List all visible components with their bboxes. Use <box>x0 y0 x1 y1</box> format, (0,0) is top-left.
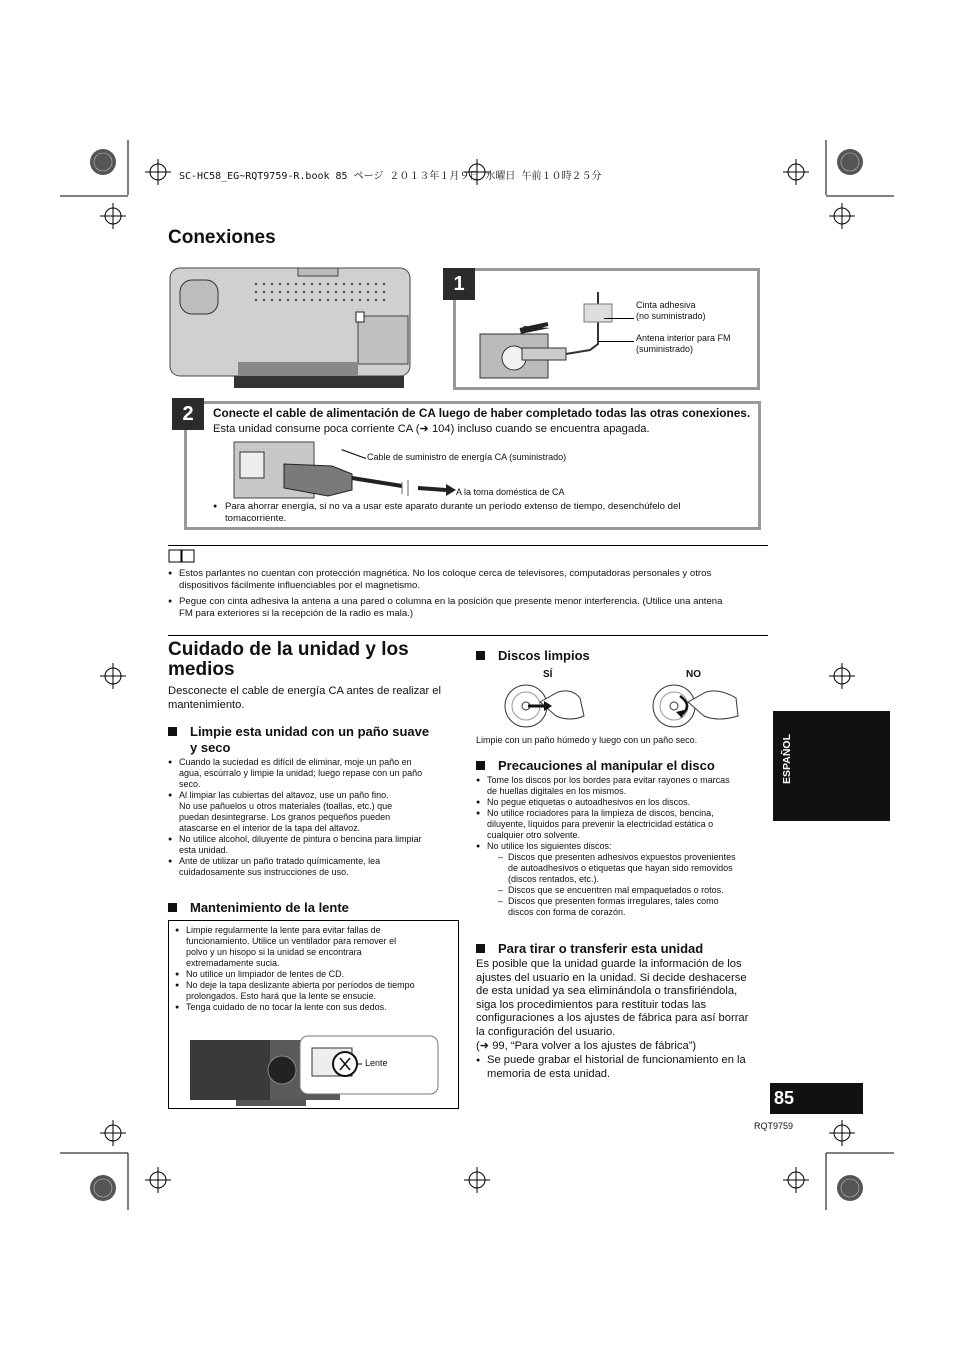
disc-cleaning-illustration <box>500 682 745 730</box>
bullet-square-icon <box>168 727 177 736</box>
transferir-heading-text: Para tirar o transferir esta unidad <box>498 941 704 956</box>
unit-rear-illustration <box>168 266 418 392</box>
precauciones-item: ● No utilice rociadores para la limpieza de discos, bencina, diluyente, líquidos para prevenir la electricidad estática o cualquier otro solvente. <box>476 808 768 841</box>
discos-no-item: – Discos que presenten formas irregulares, tales como discos con forma de corazón. <box>498 896 768 918</box>
limpie-item: ● Ante de utilizar un paño tratado químicamente, lea cuidadosamente sus instrucciones de uso. <box>168 856 463 878</box>
step1-badge: 1 <box>443 268 475 300</box>
label-tape: Cinta adhesiva (no suministrado) <box>636 300 706 321</box>
book-note-icon <box>168 549 196 563</box>
transferir-heading <box>476 941 703 956</box>
lente-item: ● No deje la tapa deslizante abierta por períodos de tiempo prolongados. Esto hará que la lente se ensucie. <box>175 980 457 1002</box>
notes-list <box>168 568 768 620</box>
label-outlet: A la toma doméstica de CA <box>456 487 565 497</box>
limpie-item: ● Al limpiar las cubiertas del altavoz, use un paño fino. No use pañuelos u otros materiales (toallas, etc.) que puedan desintegrarse. Los granos pequeños pueden atascarse en el interior de la tapa del altavoz. <box>168 790 463 834</box>
lente-item: ● Tenga cuidado de no tocar la lente con sus dedos. <box>175 1002 457 1013</box>
precauciones-item: ● No utilice los siguientes discos: <box>476 841 768 852</box>
limpie-heading-text: Limpie esta unidad con un paño suave y seco <box>190 724 430 755</box>
leader-line-tape <box>604 318 634 319</box>
power-cable-illustration <box>232 440 472 500</box>
leader-line-antenna <box>598 341 634 342</box>
antenna-connection-illustration <box>460 284 620 384</box>
label-no: NO <box>686 669 701 680</box>
discos-heading-text: Discos limpios <box>498 648 590 663</box>
limpie-item: ● No utilice alcohol, diluyente de pintura o bencina para limpiar esta unidad. <box>168 834 463 856</box>
limpie-list <box>168 757 463 878</box>
note-item: ● Pegue con cinta adhesiva la antena a una pared o columna en la posición que presente menor interferencia. (Utilice una antena FM para exteriores si la recepción de la radio es mala.) <box>168 596 768 620</box>
limpie-heading <box>168 724 429 756</box>
label-antenna: Antena interior para FM (suministrado) <box>636 333 731 354</box>
precauciones-list <box>476 775 768 918</box>
section-title-conexiones: Conexiones <box>168 227 276 248</box>
lens-label: Lente <box>365 1058 388 1068</box>
lente-list <box>175 925 457 1013</box>
lente-item: ● No utilice un limpiador de lentes de CD. <box>175 969 457 980</box>
transferir-bullet <box>476 1054 768 1081</box>
precauciones-heading <box>476 758 715 773</box>
section-title-cuidado: Cuidado de la unidad y los medios <box>168 639 409 680</box>
limpie-item: ● Cuando la suciedad es difícil de eliminar, moje un paño en agua, escúrralo y limpie la unidad; luego repase con un paño seco. <box>168 757 463 790</box>
precauciones-heading-text: Precauciones al manipular el disco <box>498 758 715 773</box>
discos-no-item: – Discos que se encuentren mal empaquetados o rotos. <box>498 885 768 896</box>
discos-no-item: – Discos que presenten adhesivos expuestos provenientes de autoadhesivos o etiquetas que hayan sido removidos (discos rentados, etc.). <box>498 852 768 885</box>
doc-code: RQT9759 <box>754 1121 794 1131</box>
section-divider <box>168 635 768 636</box>
lens-illustration <box>190 1034 440 1106</box>
precauciones-item: ● Tome los discos por los bordes para evitar rayones o marcas de huellas digitales en los mismos. <box>476 775 768 797</box>
bullet-square-icon <box>476 761 485 770</box>
discos-caption: Limpie con un paño húmedo y luego con un paño seco. <box>476 735 698 745</box>
step2-bullet-text: ● Para ahorrar energía, si no va a usar este aparato durante un período extenso de tiempo, desenchúfelo del tomacorriente. <box>213 501 753 525</box>
lente-item: ● Limpie regularmente la lente para evitar fallas de funcionamiento. Utilice un ventilador para remover el polvo y un hisopo si la unidad se encontrara extremadamente sucia. <box>175 925 457 969</box>
notes-divider <box>168 545 768 546</box>
note-item: ● Estos parlantes no cuentan con protección magnética. No los coloque cerca de televisores, computadoras personales y otros dispositivos fácilmente influenciables por el magnetismo. <box>168 568 768 592</box>
lente-heading <box>168 900 349 915</box>
language-side-tab-label: ESPAÑOL <box>781 734 793 784</box>
precauciones-item: ● No pegue etiquetas o autoadhesivos en los discos. <box>476 797 768 808</box>
bullet-square-icon <box>476 651 485 660</box>
label-yes: SÍ <box>543 669 553 680</box>
bullet-square-icon <box>168 903 177 912</box>
transferir-bullet-text: ● Se puede grabar el historial de funcionamiento en la memoria de esta unidad. <box>476 1054 768 1081</box>
lente-heading-text: Mantenimiento de la lente <box>190 900 349 915</box>
print-header-line: SC-HC58_EG~RQT9759-R.book 85 ページ ２０１３年１月９日 水曜日 午前１０時２５分 <box>179 171 602 182</box>
step2-instruction: Conecte el cable de alimentación de CA luego de haber completado todas las otras conexiones. <box>213 406 751 420</box>
step2-note: Esta unidad consume poca corriente CA (➜ 104) incluso cuando se encuentra apagada. <box>213 423 650 435</box>
label-cable: Cable de suministro de energía CA (suministrado) <box>367 452 567 462</box>
page-number: 85 <box>774 1088 795 1108</box>
cuidado-intro: Desconecte el cable de energía CA antes de realizar el mantenimiento. <box>168 685 442 711</box>
step2-bullet <box>213 501 753 525</box>
step2-badge: 2 <box>172 398 204 430</box>
bullet-square-icon <box>476 944 485 953</box>
transferir-text: Es posible que la unidad guarde la información de los ajustes del usuario en la unidad. Si decide deshacerse de esta unidad ya sea eliminándola o transfiriéndola, siga los procedimientos para restituir todas las configuraciones a los ajustes de fábrica para así borrar la configuración del usuario. (➜ 99, “Para volver a los ajustes de fábrica”) <box>476 958 749 1052</box>
discos-heading <box>476 648 590 663</box>
